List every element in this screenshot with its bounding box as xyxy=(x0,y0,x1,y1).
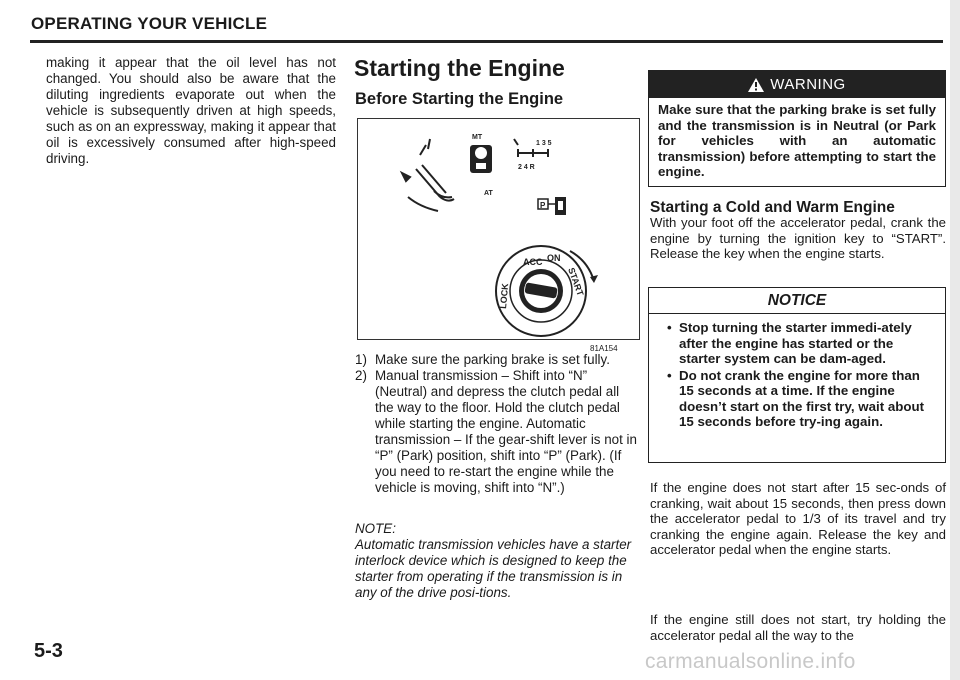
step-text: Make sure the parking brake is set fully. xyxy=(375,352,610,367)
notice-item: • Do not crank the engine for more than 15 seconds at a time. If the engine doesn’t start on the first try, wait about 15 seconds before try-ing again. xyxy=(667,368,936,430)
warning-title: WARNING xyxy=(770,76,846,93)
notice-box xyxy=(648,287,946,463)
gear-top-label: 1 3 5 xyxy=(536,140,552,147)
ign-start-label: START xyxy=(566,266,586,298)
step-text: Manual transmission – Shift into “N” (Neutral) and depress the clutch pedal all the way to the floor. Hold the clutch pedal while starting the engine. Automatic transmission – If the gear-shift lever is not in “P” (Park) position, shift into “P” (Park). (If you need to re-start the engine while the vehicle is moving, shift into “N”.) xyxy=(375,368,637,495)
section-title: Starting the Engine xyxy=(354,55,565,81)
header-rule xyxy=(30,40,943,43)
gear-pattern-icon xyxy=(514,139,552,171)
park-position-icon xyxy=(538,197,566,215)
at-label: AT xyxy=(484,190,493,197)
step-2 xyxy=(355,368,641,496)
mt-label: MT xyxy=(472,134,483,141)
cold-start-title: Starting a Cold and Warm Engine xyxy=(650,199,895,216)
clutch-pedal-icon xyxy=(470,145,492,173)
section-subtitle: Before Starting the Engine xyxy=(355,90,564,108)
park-label: P xyxy=(540,201,546,210)
figure-code: 81A154 xyxy=(590,344,618,353)
page-edge-shadow xyxy=(950,0,960,680)
section-header: OPERATING YOUR VEHICLE xyxy=(31,14,268,33)
cold-start-text: With your foot off the accelerator pedal, crank the engine by turning the ignition key to “START”. Release the key when the engine starts. xyxy=(650,215,946,261)
watermark: carmanualsonline.info xyxy=(645,650,856,673)
ign-on-label: ON xyxy=(547,253,561,263)
steps-list xyxy=(355,352,641,496)
note-label: NOTE: xyxy=(355,521,396,536)
notice-title: NOTICE xyxy=(649,288,945,314)
warning-header xyxy=(649,71,945,98)
oil-dilution-paragraph: making it appear that the oil level has not changed. You should also be aware that the diluting ingredients evaporate out when the vehicle is subsequently driven at high speeds, such as on an expressway, making it appear that oil is excessively consumed after high-speed driving. xyxy=(46,55,336,166)
ign-acc-label: ACC xyxy=(523,257,543,267)
retry-paragraph: If the engine does not start after 15 sec-onds of cranking, wait about 15 seconds, then press down the accelerator pedal to 1/3 of its travel and try cranking the engine again. Release the key and accelerator pedal when the engine starts. xyxy=(650,480,946,557)
ign-lock-label: LOCK xyxy=(498,282,511,310)
warning-text: Make sure that the parking brake is set fully and the transmission is in Neutral (or Park for vehicles with an automatic transmission) before attempting to start the engine. xyxy=(658,102,936,179)
page-number: 5-3 xyxy=(34,640,63,662)
step-number: 1) xyxy=(355,352,367,367)
notice-list xyxy=(649,314,945,430)
starting-illustration xyxy=(358,119,639,339)
column-1 xyxy=(46,55,336,167)
ignition-switch-icon xyxy=(496,246,598,336)
notice-item: • Stop turning the starter immedi-ately after the engine has started or the starter system can be dam-aged. xyxy=(667,320,936,367)
warning-triangle-icon xyxy=(748,78,764,92)
still-not-start-paragraph: If the engine still does not start, try holding the accelerator pedal all the way to the xyxy=(650,612,946,643)
starting-figure xyxy=(357,118,640,340)
note-text: Automatic transmission vehicles have a starter interlock device which is designed to keep the starter from operating if the transmission is in any of the drive posi-tions. xyxy=(355,537,632,600)
step-1 xyxy=(355,352,641,368)
gear-bottom-label: 2 4 R xyxy=(518,164,535,171)
step-number: 2) xyxy=(355,368,367,383)
warning-box xyxy=(648,70,946,187)
parking-brake-icon xyxy=(402,139,454,211)
note-block xyxy=(355,521,641,601)
